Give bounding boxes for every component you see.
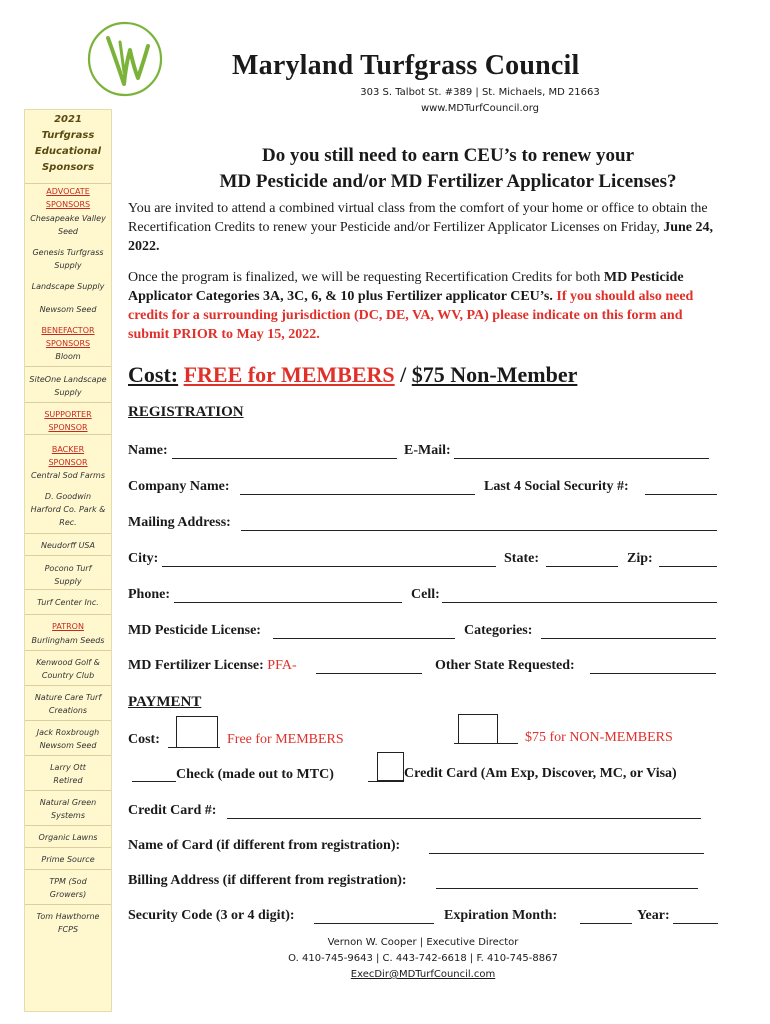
exp-month-label: Expiration Month:: [444, 908, 558, 923]
sidebar-line: Neudorff USA: [41, 541, 95, 550]
sponsor-tier-label[interactable]: [25, 443, 111, 469]
sidebar-divider: [25, 790, 111, 791]
sidebar-divider: [25, 434, 111, 435]
exp-year-field[interactable]: [673, 923, 718, 924]
sidebar-divider: [25, 650, 111, 651]
sidebar-line: SiteOne Landscape: [29, 375, 107, 384]
check-field[interactable]: [132, 781, 176, 782]
sidebar-line: FCPS: [57, 925, 79, 934]
sponsors-sidebar: [24, 109, 112, 1012]
company-label: Company Name:: [128, 479, 230, 494]
free-members-option: Free for MEMBERS: [227, 732, 344, 747]
sponsor-tier-label[interactable]: [25, 324, 111, 350]
sidebar-line: Harford Co. Park &: [30, 505, 106, 514]
card-number-label: Credit Card #:: [128, 803, 217, 818]
org-website[interactable]: www.MDTurfCouncil.org: [420, 103, 540, 114]
name-on-card-field[interactable]: [429, 853, 704, 854]
intro-paragraph: [128, 199, 718, 256]
other-state-label: Other State Requested:: [435, 658, 575, 673]
sidebar-divider: [25, 366, 111, 367]
exp-month-field[interactable]: [580, 923, 632, 924]
sidebar-line: Pocono Turf: [44, 564, 92, 573]
sidebar-line: Newsom Seed: [39, 305, 97, 314]
credit-card-option: Credit Card (Am Exp, Discover, MC, or Visa): [404, 766, 677, 781]
mailing-label: Mailing Address:: [128, 515, 231, 530]
sponsor-name: [25, 490, 111, 529]
sidebar-line: Supply: [54, 577, 82, 586]
pesticide-license-label: MD Pesticide License:: [128, 623, 261, 638]
org-title: Maryland Turfgrass Council: [232, 50, 580, 81]
pfa-prefix: PFA-: [267, 658, 297, 673]
credits-text: Once the program is finalized, we will be requesting Recertification Credits for both: [128, 270, 604, 285]
sidebar-divider: [25, 847, 111, 848]
sidebar-line: Genesis Turfgrass: [32, 248, 104, 257]
fertilizer-license-label: [128, 658, 297, 674]
sponsor-name: [25, 469, 111, 482]
phone-field[interactable]: [174, 602, 402, 603]
sponsor-name: [25, 562, 111, 588]
sidebar-line: SPONSOR: [48, 458, 88, 467]
zip-field[interactable]: [659, 566, 717, 567]
sidebar-divider: [25, 533, 111, 534]
sponsor-name: [25, 212, 111, 238]
name-on-card-label: Name of Card (if different from registration):: [128, 838, 401, 853]
sidebar-line: Creations: [48, 706, 88, 715]
registration-heading: REGISTRATION: [128, 404, 244, 420]
sidebar-line: SPONSOR: [48, 423, 88, 432]
sidebar-line: Growers): [49, 890, 87, 899]
sidebar-line: Tom Hawthorne: [36, 912, 100, 921]
sponsor-name: [25, 691, 111, 717]
billing-address-label: Billing Address (if different from registration):: [128, 873, 407, 888]
sidebar-line: 2021: [54, 114, 82, 125]
credits-paragraph: [128, 268, 718, 344]
cell-label: Cell:: [411, 587, 440, 602]
security-code-field[interactable]: [314, 923, 434, 924]
sidebar-line: PATRON: [52, 622, 84, 631]
sidebar-line: Landscape Supply: [31, 282, 105, 291]
sidebar-line: Nature Care Turf: [34, 693, 102, 702]
city-label: City:: [128, 551, 159, 566]
sidebar-divider: [25, 825, 111, 826]
sidebar-line: Newsom Seed: [39, 741, 97, 750]
cell-field[interactable]: [442, 602, 717, 603]
sidebar-line: Rec.: [59, 518, 77, 527]
sidebar-line: Burlingham Seeds: [31, 636, 105, 645]
sidebar-line: Turf Center Inc.: [37, 598, 99, 607]
sidebar-line: Bloom: [55, 352, 81, 361]
billing-address-field[interactable]: [436, 888, 698, 889]
pesticide-license-field[interactable]: [273, 638, 455, 639]
sidebar-line: TPM (Sod: [49, 877, 87, 886]
headline-line-1: Do you still need to earn CEU’s to renew your: [261, 145, 635, 166]
nonmember-checkbox[interactable]: [458, 714, 498, 744]
company-field[interactable]: [240, 494, 475, 495]
headline-line-2: MD Pesticide and/or MD Fertilizer Applicator Licenses?: [219, 171, 677, 192]
mailing-field[interactable]: [241, 530, 717, 531]
jurisdiction-notice: If you should also need credits for a surrounding jurisdiction (DC, DE, VA, WV, PA) please indicate on this form and submit PRIOR to May 15, 2022.: [128, 289, 694, 342]
ssn-field[interactable]: [645, 494, 717, 495]
credits-categories: MD Pesticide Applicator Categories 3A, 3C, 6, & 10 plus Fertilizer applicator CEU’s.: [128, 270, 684, 304]
sidebar-line: D. Goodwin: [44, 492, 92, 501]
credit-underline: [368, 781, 404, 782]
cost-nonmember: $75 Non-Member: [411, 362, 578, 387]
sidebar-line: Jack Roxbrough: [36, 728, 100, 737]
check-option: Check (made out to MTC): [176, 767, 334, 782]
sidebar-line: Larry Ott: [50, 763, 86, 772]
sponsor-name: [25, 726, 111, 752]
cost-banner: [128, 362, 577, 388]
sponsor-name: [25, 875, 111, 901]
state-field[interactable]: [546, 566, 618, 567]
exp-year-label: Year:: [637, 908, 670, 923]
zip-label: Zip:: [627, 551, 653, 566]
footer-email[interactable]: ExecDir@MDTurfCouncil.com: [350, 969, 496, 980]
sidebar-heading: [25, 112, 111, 176]
ssn-label: Last 4 Social Security #:: [484, 479, 629, 494]
sponsor-name: [25, 303, 111, 316]
sponsor-name: [25, 910, 111, 936]
sidebar-line: Sponsors: [41, 162, 95, 173]
sponsor-name: [25, 634, 111, 647]
credit-card-checkbox[interactable]: [377, 752, 404, 781]
sidebar-line: Organic Lawns: [38, 833, 98, 842]
sponsor-tier-label[interactable]: [25, 620, 111, 633]
sponsor-name: [25, 246, 111, 272]
sidebar-line: Seed: [58, 227, 78, 236]
sidebar-divider: [25, 555, 111, 556]
sponsor-name: [25, 373, 111, 399]
security-code-label: Security Code (3 or 4 digit):: [128, 908, 295, 923]
sidebar-line: Systems: [51, 811, 85, 820]
org-address: 303 S. Talbot St. #389 | St. Michaels, MD 21663: [360, 87, 600, 98]
fertilizer-license-field[interactable]: [316, 673, 422, 674]
card-number-field[interactable]: [227, 818, 701, 819]
event-date: June 24, 2022.: [128, 220, 714, 254]
categories-field[interactable]: [541, 638, 716, 639]
footer-phones: O. 410-745-9643 | C. 443-742-6618 | F. 410-745-8867: [288, 953, 558, 964]
nonmember-option: $75 for NON-MEMBERS: [525, 730, 673, 745]
sponsor-name: [25, 796, 111, 822]
intro-text: You are invited to attend a combined virtual class from the comfort of your home or office to obtain the Recertification Credits to renew your Pesticide and/or Fertilizer Applicator Licenses on Friday,: [128, 201, 708, 235]
name-field[interactable]: [172, 458, 397, 459]
email-field[interactable]: [454, 458, 709, 459]
payment-heading: PAYMENT: [128, 694, 202, 710]
sidebar-line: SPONSORS: [45, 200, 91, 209]
sidebar-line: Educational: [34, 146, 102, 157]
sponsor-name: [25, 831, 111, 844]
payment-cost-label: Cost:: [128, 732, 160, 747]
member-checkbox[interactable]: [176, 716, 218, 748]
sponsor-tier-label[interactable]: [25, 185, 111, 211]
sidebar-line: SPONSORS: [45, 339, 91, 348]
fertilizer-license-text: MD Fertilizer License:: [128, 658, 264, 673]
sponsor-name: [25, 539, 111, 552]
sidebar-divider: [25, 183, 111, 184]
sidebar-line: Supply: [54, 388, 82, 397]
sidebar-divider: [25, 614, 111, 615]
headline: [128, 143, 768, 195]
sidebar-line: BENEFACTOR: [41, 326, 95, 335]
sidebar-line: ADVOCATE: [46, 187, 90, 196]
sidebar-line: Central Sod Farms: [30, 471, 106, 480]
sidebar-divider: [25, 904, 111, 905]
sidebar-line: Turfgrass: [41, 130, 95, 141]
sidebar-line: Prime Source: [41, 855, 95, 864]
sidebar-divider: [25, 869, 111, 870]
categories-label: Categories:: [464, 623, 533, 638]
city-field[interactable]: [162, 566, 496, 567]
phone-label: Phone:: [128, 587, 170, 602]
sidebar-line: SUPPORTER: [44, 410, 92, 419]
sidebar-divider: [25, 720, 111, 721]
sidebar-line: Natural Green: [39, 798, 97, 807]
sidebar-divider: [25, 402, 111, 403]
sponsor-name: [25, 350, 111, 363]
sidebar-line: Country Club: [41, 671, 95, 680]
sponsor-name: [25, 853, 111, 866]
state-label: State:: [504, 551, 539, 566]
sidebar-line: Kenwood Golf &: [36, 658, 100, 667]
email-label: E-Mail:: [404, 443, 451, 458]
sponsor-name: [25, 761, 111, 787]
sponsor-tier-label[interactable]: [25, 408, 111, 434]
sidebar-divider: [25, 589, 111, 590]
footer-email-wrap: [128, 967, 718, 982]
footer-contact: Vernon W. Cooper | Executive Director: [327, 937, 519, 948]
sidebar-line: Retired: [53, 776, 83, 785]
sponsor-name: [25, 280, 111, 293]
name-label: Name:: [128, 443, 168, 458]
sidebar-divider: [25, 755, 111, 756]
sponsor-name: [25, 656, 111, 682]
sidebar-divider: [25, 685, 111, 686]
cost-sep: /: [394, 362, 412, 387]
other-state-field[interactable]: [590, 673, 716, 674]
cost-prefix: Cost:: [128, 362, 179, 387]
sidebar-line: Supply: [54, 261, 82, 270]
sponsor-name: [25, 596, 111, 609]
cost-free: FREE for MEMBERS: [183, 362, 395, 387]
sidebar-line: Chesapeake Valley: [30, 214, 106, 223]
sidebar-line: BACKER: [51, 445, 85, 454]
